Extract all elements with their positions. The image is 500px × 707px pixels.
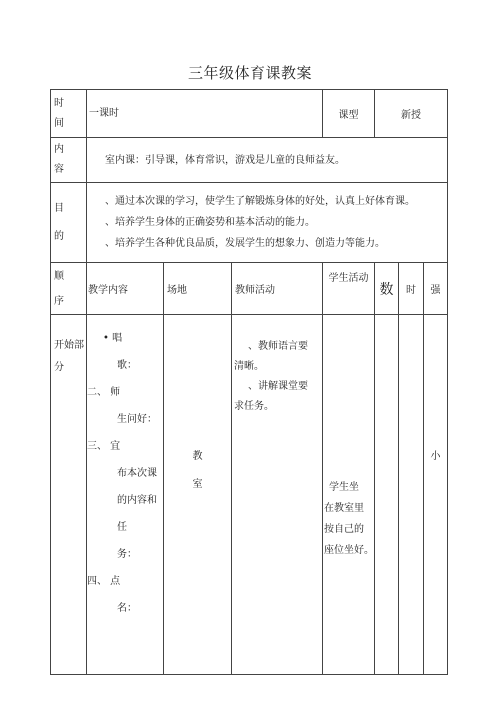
column-header-row xyxy=(51,263,448,315)
time-header: 时 xyxy=(399,263,424,315)
teaching-content-header: 教学内容 xyxy=(87,263,164,315)
row-content xyxy=(51,138,448,183)
venue-cell: 教 室 xyxy=(164,315,232,675)
lesson-type-label: 课型 xyxy=(323,90,375,138)
objectives-list xyxy=(87,183,448,263)
phase-label: 开始部 分 xyxy=(51,315,87,675)
content-line: 的内容和 xyxy=(117,495,157,506)
content-line: 歌： xyxy=(117,360,137,371)
teaching-content-cell xyxy=(87,315,164,675)
content-line: 名： xyxy=(117,603,137,614)
count-cell xyxy=(375,315,399,675)
intensity-header: 强 xyxy=(424,263,448,315)
order-header: 顺 序 xyxy=(51,263,87,315)
row-time xyxy=(51,90,448,138)
content-line: 务： xyxy=(117,549,137,560)
content-label-cell: 内 容 xyxy=(51,138,87,183)
objective-item: 、培养学生身体的正确姿势和基本活动的能力。 xyxy=(105,217,315,228)
content-value: 室内课：引导课，体育常识，游戏是儿童的良师益友。 xyxy=(87,138,448,183)
intensity-cell: 小 xyxy=(424,315,448,675)
teacher-activity-cell: 、教师语言要 清晰。 、讲解课堂要 求任务。 xyxy=(232,315,323,675)
time-label-cell: 时 间 xyxy=(51,90,87,138)
time-cell xyxy=(399,315,424,675)
student-activity-header: 学生活动 xyxy=(323,263,375,315)
row-objectives xyxy=(51,183,448,263)
content-line: 生问好： xyxy=(117,414,157,425)
objectives-label-cell: 目 的 xyxy=(51,183,87,263)
content-line: 布本次课 xyxy=(117,468,157,479)
page-title: 三年级体育课教案 xyxy=(187,64,312,82)
teacher-activity-header: 教师活动 xyxy=(232,263,323,315)
count-header: 数 xyxy=(375,263,399,315)
time-value: 一课时 xyxy=(87,90,323,138)
lesson-plan-table xyxy=(50,89,448,675)
venue-header: 场地 xyxy=(164,263,232,315)
objective-item: 、通过本次课的学习，使学生了解锻炼身体的好处，认真上好体育课。 xyxy=(105,196,415,207)
content-line: 任 xyxy=(117,522,127,533)
objective-item: 、培养学生各种优良品质，发展学生的想象力、创造力等能力。 xyxy=(105,238,385,249)
opening-phase-row xyxy=(51,315,448,675)
content-line: 四、 点 xyxy=(87,576,121,587)
content-line: 三、 宜 xyxy=(87,441,121,452)
content-line: • 唱 xyxy=(103,333,123,344)
student-activity-cell: 学生坐 在教室里 按自己的 座位坐好。 xyxy=(323,315,375,675)
content-line: 二、 师 xyxy=(87,387,121,398)
lesson-type-value: 新授 xyxy=(375,90,448,138)
